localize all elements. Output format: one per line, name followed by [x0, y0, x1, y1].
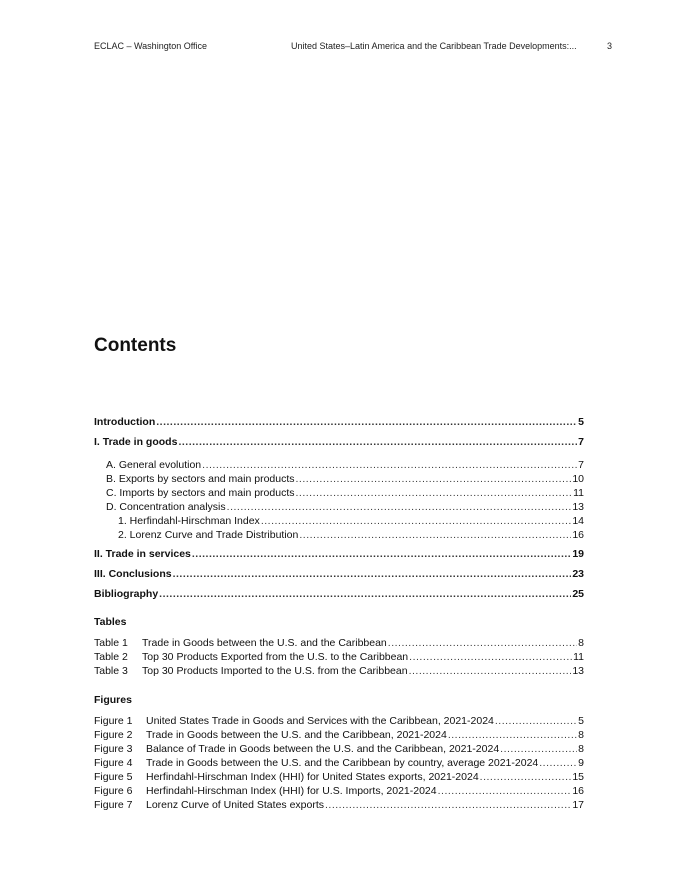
figure-label: Figure 7: [94, 799, 133, 811]
table-label: Table 1: [94, 637, 128, 649]
toc-entry-text: A. General evolution: [106, 459, 202, 471]
page-header: [94, 41, 614, 55]
table-list-item[interactable]: [94, 636, 584, 650]
dot-leader: [296, 486, 573, 500]
figure-label: Figure 5: [94, 771, 133, 783]
figure-title: Balance of Trade in Goods between the U.S. and the Caribbean, 2021-2024: [146, 743, 500, 755]
figure-page: 5: [578, 715, 584, 727]
dot-leader: [173, 564, 572, 584]
toc-entry-text: III. Conclusions: [94, 568, 172, 580]
table-list-item[interactable]: [94, 664, 584, 678]
dot-leader: [438, 784, 572, 798]
toc-entry-text: D. Concentration analysis: [106, 501, 226, 513]
figure-title: United States Trade in Goods and Services with the Caribbean, 2021-2024: [146, 715, 494, 727]
toc-entry-imports[interactable]: [94, 486, 584, 500]
figure-label: Figure 2: [94, 729, 133, 741]
dot-leader: [495, 714, 577, 728]
dot-leader: [261, 514, 572, 528]
table-title: Top 30 Products Exported from the U.S. to the Caribbean: [142, 651, 409, 663]
figure-page: 15: [572, 771, 584, 783]
toc-entry-text: Introduction: [94, 416, 156, 428]
figure-page: 17: [572, 799, 584, 811]
figure-list-item[interactable]: [94, 770, 584, 784]
toc-entry-page: 11: [573, 487, 584, 499]
toc-entry-trade-in-goods[interactable]: [94, 432, 584, 452]
toc-entry-text: 2. Lorenz Curve and Trade Distribution: [118, 529, 299, 541]
table-label: Table 3: [94, 665, 128, 677]
toc-entry-page: 23: [572, 568, 584, 580]
dot-leader: [480, 770, 572, 784]
figure-title: Herfindahl-Hirschman Index (HHI) for United States exports, 2021-2024: [146, 771, 479, 783]
figure-page: 16: [572, 785, 584, 797]
toc-entry-bibliography[interactable]: [94, 584, 584, 604]
toc-entry-text: 1. Herfindahl-Hirschman Index: [118, 515, 260, 527]
dot-leader: [296, 472, 572, 486]
dot-leader: [448, 728, 577, 742]
table-page: 11: [573, 651, 584, 663]
toc-entry-page: 16: [572, 529, 584, 541]
toc-entry-page: 7: [578, 436, 584, 448]
figure-page: 8: [578, 743, 584, 755]
toc-entry-text: I. Trade in goods: [94, 436, 178, 448]
figure-title: Trade in Goods between the U.S. and the Caribbean by country, average 2021-2024: [146, 757, 539, 769]
figure-list-item[interactable]: [94, 728, 584, 742]
figure-title: Herfindahl-Hirschman Index (HHI) for U.S. Imports, 2021-2024: [146, 785, 437, 797]
table-page: 8: [578, 637, 584, 649]
toc-entry-page: 14: [572, 515, 584, 527]
figures-heading: Figures: [94, 694, 132, 706]
toc-entry-introduction[interactable]: [94, 412, 584, 432]
header-document-title: United States–Latin America and the Caribbean Trade Developments:...: [291, 41, 577, 51]
dot-leader: [159, 584, 571, 604]
dot-leader: [409, 664, 572, 678]
dot-leader: [202, 458, 577, 472]
figure-page: 8: [578, 729, 584, 741]
figure-list-item[interactable]: [94, 798, 584, 812]
header-organization: ECLAC – Washington Office: [94, 41, 208, 51]
dot-leader: [227, 500, 572, 514]
figure-list-item[interactable]: [94, 714, 584, 728]
toc-entry-page: 13: [572, 501, 584, 513]
dot-leader: [156, 412, 577, 432]
toc-entry-hhi[interactable]: [94, 514, 584, 528]
figure-label: Figure 6: [94, 785, 133, 797]
figure-list-item[interactable]: [94, 756, 584, 770]
toc-entry-page: 25: [572, 588, 584, 600]
toc-entry-page: 10: [572, 473, 584, 485]
table-list-item[interactable]: [94, 650, 584, 664]
table-of-contents: [94, 412, 584, 812]
figure-list-item[interactable]: [94, 742, 584, 756]
figure-list-item[interactable]: [94, 784, 584, 798]
toc-entry-text: C. Imports by sectors and main products: [106, 487, 295, 499]
toc-entry-text: II. Trade in services: [94, 548, 191, 560]
dot-leader: [192, 544, 571, 564]
dot-leader: [325, 798, 571, 812]
toc-entry-text: B. Exports by sectors and main products: [106, 473, 295, 485]
dot-leader: [299, 528, 571, 542]
toc-entry-concentration[interactable]: [94, 500, 584, 514]
table-label: Table 2: [94, 651, 128, 663]
dot-leader: [409, 650, 572, 664]
toc-entry-conclusions[interactable]: [94, 564, 584, 584]
figure-title: Trade in Goods between the U.S. and the Caribbean, 2021-2024: [146, 729, 447, 741]
dot-leader: [500, 742, 577, 756]
dot-leader: [388, 636, 577, 650]
page-title: Contents: [94, 335, 177, 356]
figure-page: 9: [578, 757, 584, 769]
dot-leader: [539, 756, 577, 770]
toc-entry-page: 5: [578, 416, 584, 428]
figure-label: Figure 3: [94, 743, 133, 755]
toc-entry-trade-in-services[interactable]: [94, 544, 584, 564]
toc-entry-page: 7: [578, 459, 584, 471]
toc-entry-page: 19: [572, 548, 584, 560]
dot-leader: [178, 432, 577, 452]
header-page-number: 3: [607, 41, 613, 51]
tables-heading: Tables: [94, 616, 127, 628]
table-title: Trade in Goods between the U.S. and the Caribbean: [142, 637, 387, 649]
table-page: 13: [572, 665, 584, 677]
toc-entry-general-evolution[interactable]: [94, 458, 584, 472]
figure-title: Lorenz Curve of United States exports: [146, 799, 325, 811]
figure-label: Figure 4: [94, 757, 133, 769]
toc-entry-exports[interactable]: [94, 472, 584, 486]
toc-entry-text: Bibliography: [94, 588, 159, 600]
figure-label: Figure 1: [94, 715, 133, 727]
toc-entry-lorenz[interactable]: [94, 528, 584, 542]
table-title: Top 30 Products Imported to the U.S. from the Caribbean: [142, 665, 408, 677]
